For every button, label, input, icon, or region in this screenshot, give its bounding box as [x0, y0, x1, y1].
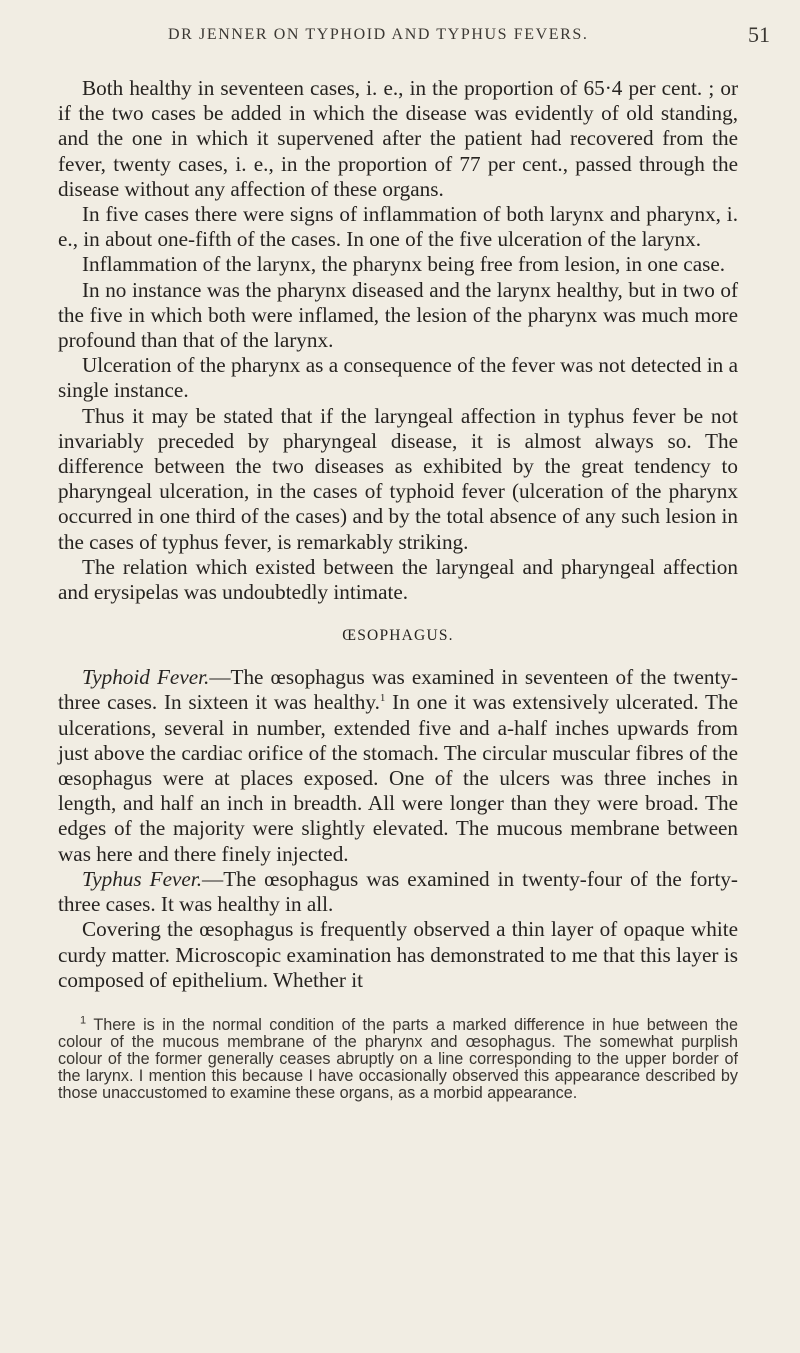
- footnote-text: There is in the normal condition of the parts a marked difference in hue between the colour of the mucous membrane of the pharynx and œsophagus. The somewhat purplish colour of the former generally ceases abruptly on a line corresponding to the upper border of the larynx. I mention this because I have occasionally observed this appearance described by those unaccustomed to examine these organs, as a morbid appearance.: [58, 1015, 738, 1102]
- section-heading: ŒSOPHAGUS.: [342, 627, 454, 645]
- paragraph: [58, 917, 738, 993]
- footnote-reference: 1: [379, 692, 386, 705]
- footnote: [58, 1014, 738, 1102]
- paragraph-text: —The œsophagus was examined in twenty-four of the forty-three cases. It was healthy in all.: [58, 866, 738, 917]
- body-text: [58, 76, 738, 993]
- paragraph: In no instance was the pharynx diseased and the larynx healthy, but in two of the five in which both were inflamed, the lesion of the pharynx was much more profound than that of the larynx.: [58, 277, 738, 353]
- paragraph: In five cases there were signs of inflammation of both larynx and pharynx, i. e., in about one-fifth of the cases. In one of the five ulceration of the larynx.: [58, 202, 738, 252]
- running-head: [168, 22, 770, 52]
- paragraph-typhus-fever: [58, 867, 738, 917]
- paragraph: Ulceration of the pharynx as a consequence of the fever was not detected in a single instance.: [58, 353, 738, 403]
- paragraph: Inflammation of the larynx, the pharynx being free from lesion, in one case.: [82, 252, 726, 277]
- paragraph-lead: Typhoid Fever.: [82, 665, 210, 690]
- paragraph-typhoid-fever: [58, 665, 738, 867]
- paragraph: Thus it may be stated that if the laryngeal affection in typhus fever be not invariably preceded by pharyngeal disease, it is almost always so. The difference between the two diseases as exhibited by the great tendency to pharyngeal ulceration, in the cases of typhoid fever (ulceration of the pharynx occurred in one third of the cases) and by the total absence of any such lesion in the cases of typhus fever, is remarkably striking.: [58, 403, 738, 554]
- paragraph-text: Covering the œsophagus is frequently observed a thin layer of opaque white curdy matter. Microscopic examination has demonstrated to me that this layer is composed of epithelium. Whether it: [58, 917, 738, 992]
- paragraph-lead: Typhus Fever.: [82, 866, 202, 891]
- paragraph: The relation which existed between the laryngeal and pharyngeal affection and erysipelas was undoubtedly intimate.: [58, 554, 738, 605]
- running-head-title: DR JENNER ON TYPHOID AND TYPHUS FEVERS.: [168, 26, 589, 43]
- page-number: 51: [748, 22, 770, 47]
- footnotes: [58, 1014, 738, 1102]
- paragraph-text: —The œsophagus was examined in seventeen of the twenty-three cases. In sixteen it was healthy.: [58, 665, 738, 715]
- footnote-marker: 1: [80, 1014, 87, 1027]
- paragraph: Both healthy in seventeen cases, i. e., in the proportion of 65·4 per cent. ; or if the two cases be added in which the disease was evidently of old standing, and the one in which it supervened after the patient had recovered from the fever, twenty cases, i. e., in the proportion of 77 per cent., passed through the disease without any affection of these organs.: [58, 76, 738, 201]
- paragraph-text: In one it was extensively ulcerated. The ulcerations, several in number, extended five and a-half inches upwards from just above the cardiac orifice of the stomach. The circular muscular fibres of the œsophagus were at places exposed. One of the ulcers was three inches in length, and half an inch in breadth. All were longer than they were broad. The edges of the majority were slightly elevated. The mucous membrane between was here and there finely injected.: [58, 690, 738, 866]
